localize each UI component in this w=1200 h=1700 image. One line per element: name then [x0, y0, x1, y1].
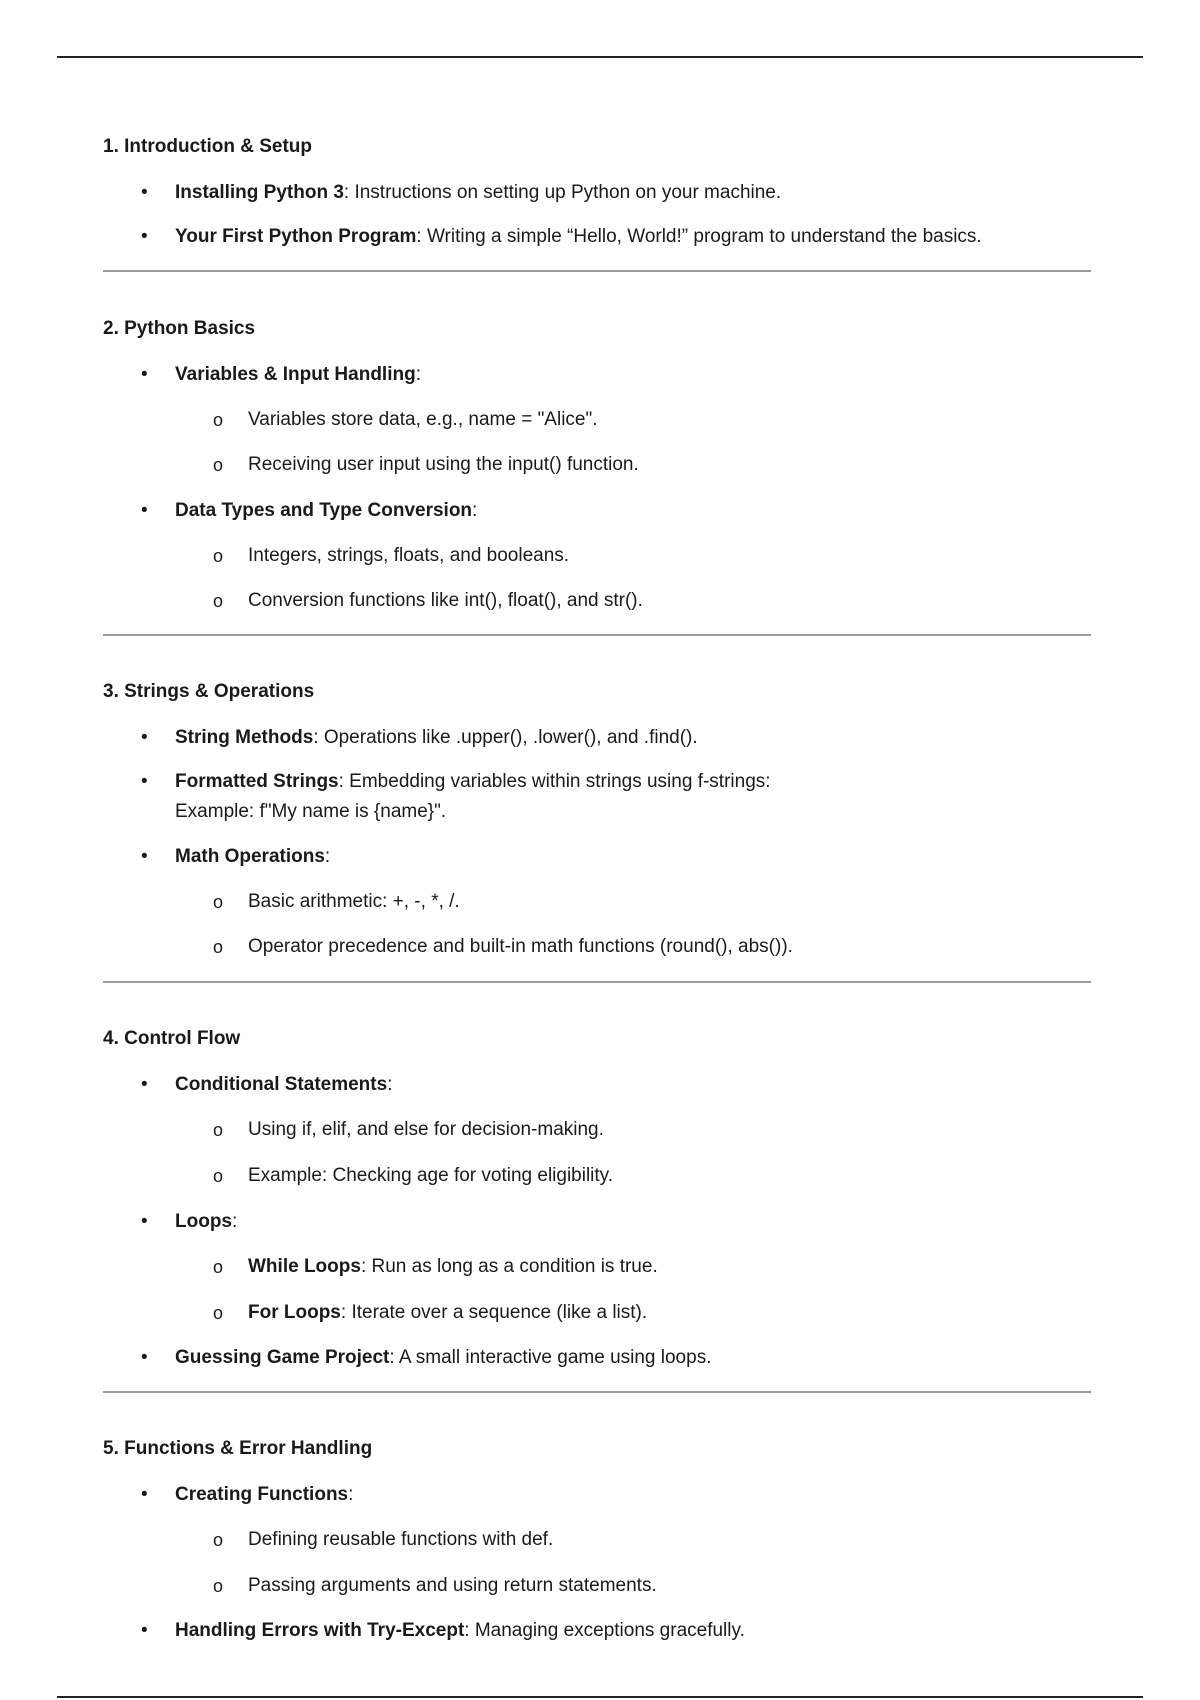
sub-item-text: Receiving user input using the input() function. [248, 454, 639, 475]
sub-bullet-icon: o [213, 892, 224, 912]
sub-item-text: : Run as long as a condition is true. [360, 1256, 658, 1277]
section-divider [103, 270, 1091, 272]
item-text: : [387, 1074, 393, 1095]
list-item [141, 723, 698, 753]
sub-item-text: Integers, strings, floats, and booleans. [248, 545, 570, 566]
sub-bullet-icon: o [213, 1166, 224, 1186]
item-term: Formatted Strings [175, 771, 339, 792]
sub-item-text: Defining reusable functions with def. [248, 1529, 554, 1550]
section-title: 2. Python Basics [103, 318, 256, 339]
item-text: : [324, 846, 331, 867]
page-bottom-rule [57, 1696, 1143, 1698]
sub-list-item [213, 1115, 604, 1145]
item-term: Your First Python Program [175, 226, 417, 247]
item-term: Loops [175, 1211, 232, 1232]
sub-list-item [213, 1161, 614, 1191]
sub-item-text: Example: Checking age for voting eligibility. [248, 1165, 614, 1186]
sub-item-text: Basic arithmetic: +, -, *, /. [248, 891, 460, 912]
sub-bullet-icon: o [213, 937, 224, 957]
list-item [141, 1616, 745, 1646]
item-text: : [348, 1484, 354, 1505]
section-divider [103, 1391, 1091, 1393]
sub-item-text: Passing arguments and using return statements. [248, 1575, 657, 1596]
bullet-icon: • [141, 500, 148, 521]
item-text: : Writing a simple “Hello, World!” program to understand the basics. [416, 226, 982, 247]
sub-list-item [213, 405, 598, 435]
list-item [141, 1343, 712, 1373]
item-text: Example: f"My name is {name}". [175, 801, 447, 822]
sub-item-text: Using if, elif, and else for decision-making. [248, 1119, 604, 1140]
section-title: 1. Introduction & Setup [103, 136, 312, 157]
bullet-icon: • [141, 182, 148, 203]
item-text: : Managing exceptions gracefully. [464, 1620, 745, 1641]
item-term: Conditional Statements [175, 1074, 388, 1095]
sub-item-term: For Loops [248, 1302, 341, 1323]
sub-bullet-icon: o [213, 1257, 224, 1277]
sub-bullet-icon: o [213, 546, 224, 566]
item-text: : Instructions on setting up Python on your machine. [343, 182, 782, 203]
sub-bullet-icon: o [213, 591, 224, 611]
section-title: 5. Functions & Error Handling [103, 1438, 373, 1459]
item-term: Installing Python 3 [175, 182, 344, 203]
sub-bullet-icon: o [213, 1530, 224, 1550]
sub-item-text: Variables store data, e.g., name = "Alice". [248, 409, 598, 430]
list-item-continuation [175, 797, 446, 827]
sub-list-item [213, 1252, 658, 1282]
bullet-icon: • [141, 1620, 148, 1641]
item-term: Variables & Input Handling [175, 364, 416, 385]
bullet-icon: • [141, 727, 148, 748]
section-title: 3. Strings & Operations [103, 681, 315, 702]
list-item [141, 1207, 238, 1237]
sub-bullet-icon: o [213, 455, 224, 475]
bullet-icon: • [141, 846, 148, 867]
sub-item-text: Operator precedence and built-in math functions (round(), abs()). [248, 936, 793, 957]
sub-list-item [213, 450, 639, 480]
section-divider [103, 634, 1091, 636]
bullet-icon: • [141, 226, 148, 247]
list-item [141, 496, 478, 526]
sub-bullet-icon: o [213, 1576, 224, 1596]
bullet-icon: • [141, 1074, 148, 1095]
list-item [141, 1480, 354, 1510]
sub-list-item [213, 541, 570, 571]
sub-item-text: : Iterate over a sequence (like a list). [340, 1302, 648, 1323]
item-text: : Embedding variables within strings using f-strings: [338, 771, 771, 792]
sub-list-item [213, 586, 643, 616]
item-term: Math Operations [175, 846, 325, 867]
sub-bullet-icon: o [213, 1120, 224, 1140]
item-term: Guessing Game Project [175, 1347, 390, 1368]
list-item [141, 360, 421, 390]
sub-list-item [213, 1298, 648, 1328]
item-text: : Operations like .upper(), .lower(), and .find(). [313, 727, 698, 748]
item-term: String Methods [175, 727, 314, 748]
sub-item-term: While Loops [248, 1256, 361, 1277]
sub-list-item [213, 887, 460, 917]
sub-list-item [213, 932, 793, 962]
item-text: : [415, 364, 421, 385]
section-divider [103, 981, 1091, 983]
item-term: Creating Functions [175, 1484, 349, 1505]
list-item [141, 767, 771, 797]
item-text: : A small interactive game using loops. [389, 1347, 712, 1368]
sub-list-item [213, 1525, 554, 1555]
page-top-rule [57, 56, 1143, 58]
bullet-icon: • [141, 1347, 148, 1368]
list-item [141, 178, 782, 208]
section-title: 4. Control Flow [103, 1028, 241, 1049]
bullet-icon: • [141, 1484, 148, 1505]
list-item [141, 222, 982, 252]
sub-list-item [213, 1571, 657, 1601]
item-term: Handling Errors with Try-Except [175, 1620, 465, 1641]
bullet-icon: • [141, 1211, 148, 1232]
item-text: : [472, 500, 478, 521]
sub-bullet-icon: o [213, 1303, 224, 1323]
list-item [141, 842, 331, 872]
sub-item-text: Conversion functions like int(), float(), and str(). [248, 590, 643, 611]
list-item [141, 1070, 393, 1100]
item-term: Data Types and Type Conversion [175, 500, 473, 521]
bullet-icon: • [141, 364, 148, 385]
item-text: : [232, 1211, 238, 1232]
sub-bullet-icon: o [213, 410, 224, 430]
bullet-icon: • [141, 771, 148, 792]
